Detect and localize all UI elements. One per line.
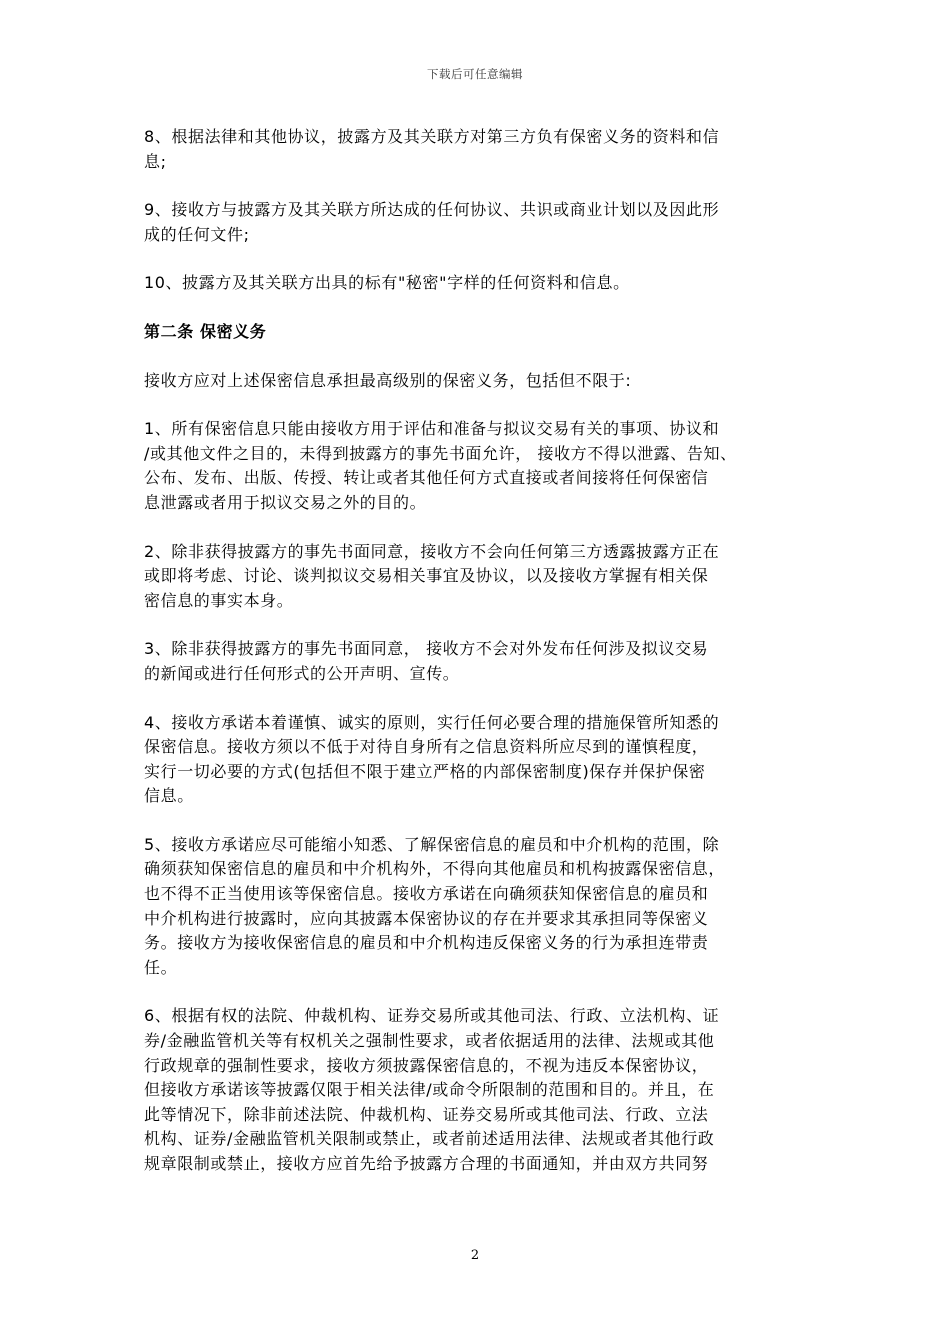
paragraph-item-10: 10、披露方及其关联方出具的标有"秘密"字样的任何资料和信息。 <box>144 273 630 293</box>
obligation-item-2: 2、除非获得披露方的事先书面同意，接收方不会向任何第三方透露披露方正在 或即将考虑、讨论、谈判拟议交易相关事宜及协议，以及接收方掌握有相关保 密信息的事实本身。 <box>144 541 720 610</box>
page-header: 下载后可任意编辑 <box>427 67 523 81</box>
obligation-item-1: 1、所有保密信息只能由接收方用于评估和准备与拟议交易有关的事项、协议和 /或其他文件之目的，未得到披露方的事先书面允许， 接收方不得以泄露、告知、 公布、发布、出版、传授、转让或者其他任何方式直接或者间接将任何保密信 息泄露或者用于拟议交易之外的目的。 <box>144 419 737 512</box>
obligation-item-4: 4、接收方承诺本着谨慎、诚实的原则，实行任何必要合理的措施保管所知悉的 保密信息。接收方须以不低于对待自身所有之信息资料所应尽到的谨慎程度， 实行一切必要的方式(包括但不限于建立严格的内部保密制度)保存并保护保密 信息。 <box>144 712 720 806</box>
document-body <box>144 125 808 1201</box>
paragraph-item-8: 8、根据法律和其他协议，披露方及其关联方对第三方负有保密义务的资料和信 息; <box>144 127 720 171</box>
obligation-item-6: 6、根据有权的法院、仲裁机构、证券交易所或其他司法、行政、立法机构、证 券/金融监管机关等有权机关之强制性要求，或者依据适用的法律、法规或其他 行政规章的强制性要求，接收方须披露保密信息的，不视为违反本保密协议， 但接收方承诺该等披露仅限于相关法律/或命令所限制的范围和目的。并且，在 此等情况下，除非前述法院、仲裁机构、证券交易所或其他司法、行政、立法 机构、证券/金融监管机关限制或禁止，或者前述适用法律、法规或者其他行政 规章限制或禁止，接收方应首先给予披露方合理的书面通知，并由双方共同努 <box>144 1006 720 1173</box>
section-intro: 接收方应对上述保密信息承担最高级别的保密义务，包括但不限于: <box>144 370 632 390</box>
obligation-item-3: 3、除非获得披露方的事先书面同意， 接收方不会对外发布任何涉及拟议交易 的新闻或进行任何形式的公开声明、宣传。 <box>144 639 709 683</box>
obligation-item-5: 5、接收方承诺应尽可能缩小知悉、了解保密信息的雇员和中介机构的范围，除 确须获知保密信息的雇员和中介机构外，不得向其他雇员和机构披露保密信息， 也不得不正当使用该等保密信息。接收方承诺在向确须获知保密信息的雇员和 中介机构进行披露时，应向其披露本保密协议的存在并要求其承担同等保密义 务。接收方为接收保密信息的雇员和中介机构违反保密义务的行为承担连带责 任。 <box>144 834 726 977</box>
page-number: 2 <box>470 1248 480 1263</box>
section-heading: 第二条 保密义务 <box>144 321 267 341</box>
paragraph-item-9: 9、接收方与披露方及其关联方所达成的任何协议、共识或商业计划以及因此形 成的任何文件; <box>144 200 720 244</box>
